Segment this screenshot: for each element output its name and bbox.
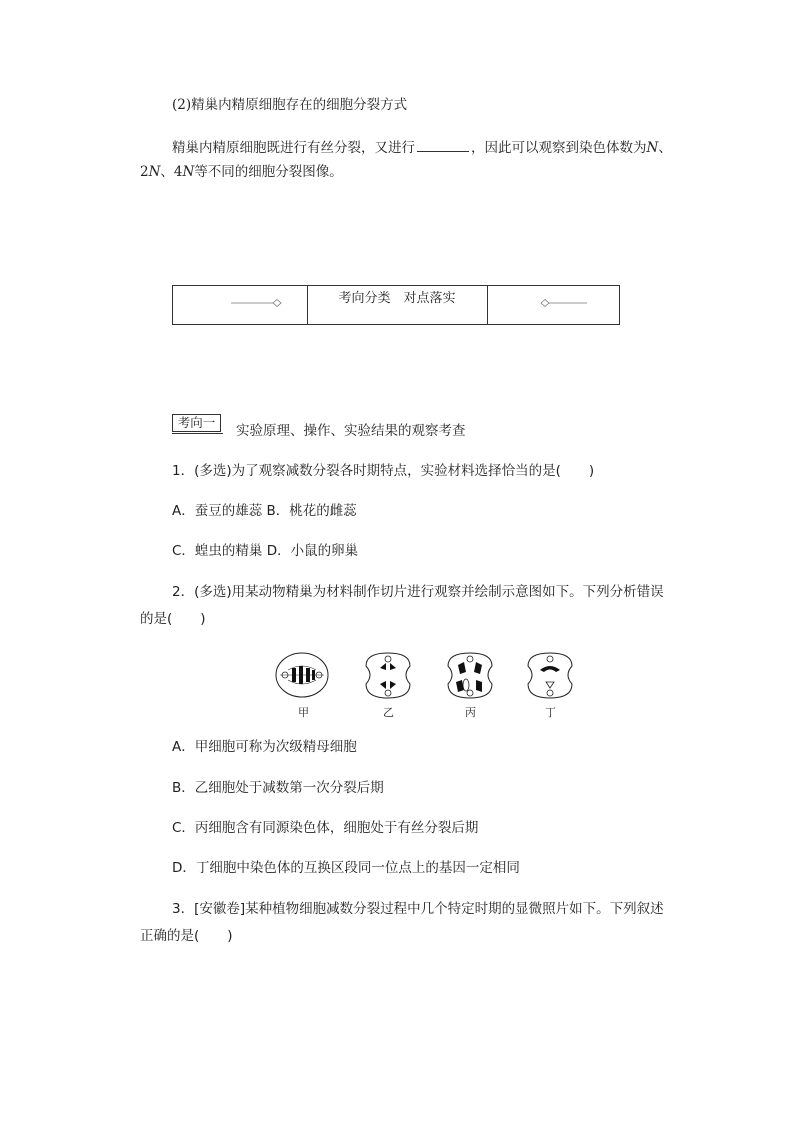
q2-stem-line1: 2．(多选)用某动物精巢为材料制作切片进行观察并绘制示意图如下。下列分析错误 (172, 584, 664, 600)
figure-label-ding: 丁 (545, 706, 556, 719)
section-banner (172, 285, 620, 325)
banner-center-cell (307, 286, 488, 324)
topic-title: 实验原理、操作、实验结果的观察考查 (236, 423, 466, 439)
q2-option-c: C．丙细胞含有同源染色体，细胞处于有丝分裂后期 (172, 820, 479, 836)
ornament-line-icon (487, 297, 620, 309)
var-n: N (182, 164, 195, 180)
var-n: N (646, 140, 659, 156)
cell-diagram-figure (270, 648, 590, 718)
q1-options-cd: C．蝗虫的精巢 D．小鼠的卵巢 (172, 543, 359, 559)
q2-option-d: D．丁细胞中染色体的互换区段同一位点上的基因一定相同 (172, 860, 520, 876)
separator: 、4 (160, 164, 183, 180)
banner-title: 考向分类 对点落实 (338, 291, 456, 306)
q3-close-paren: ) (227, 928, 233, 944)
paragraph-part1: 精巢内精原细胞既进行有丝分裂，又进行 (172, 140, 415, 156)
ornament-line-icon (173, 297, 307, 309)
var-n: N (148, 164, 161, 180)
cell-ding-diagram (528, 653, 572, 698)
q1-stem-text: 1．(多选)为了观察减数分裂各时期特点，实验材料选择恰当的是( (172, 463, 561, 479)
answer-blank (417, 137, 469, 152)
cell-division-diagram (270, 648, 590, 718)
cell-bing-diagram (448, 653, 492, 698)
q2-stem-text: 的是( (140, 611, 173, 627)
paragraph-part2: ，因此可以观察到染色体数为 (471, 140, 647, 156)
banner-left-cell (173, 286, 308, 324)
q1-stem (172, 462, 594, 480)
figure-label-jia: 甲 (298, 706, 309, 719)
cell-yi-diagram (366, 653, 410, 698)
coef-2: 2 (140, 164, 149, 180)
q2-close-paren: ) (200, 611, 206, 627)
figure-label-yi: 乙 (383, 706, 394, 719)
cell-jia-diagram (276, 653, 328, 697)
q1-options-ab: A．蚕豆的雄蕊 B．桃花的雌蕊 (172, 503, 357, 519)
q3-stem-line2 (140, 927, 233, 945)
q2-option-a: A．甲细胞可称为次级精母细胞 (172, 739, 357, 755)
paragraph-line-2 (140, 163, 343, 181)
banner-right-cell (487, 286, 619, 324)
q2-stem-line2 (140, 610, 206, 628)
separator: 、 (658, 140, 672, 156)
section-heading: (2)精巢内精原细胞存在的细胞分裂方式 (172, 97, 408, 113)
paragraph-line-1 (172, 137, 672, 157)
topic-tag: 考向一 (172, 414, 221, 432)
q2-option-b: B．乙细胞处于减数第一次分裂后期 (172, 780, 384, 796)
q3-stem-line1: 3．[安徽卷]某种植物细胞减数分裂过程中几个特定时期的显微照片如下。下列叙述 (172, 901, 664, 917)
paragraph-line2-rest: 等不同的细胞分裂图像。 (194, 164, 343, 180)
q3-stem-text: 正确的是( (140, 928, 200, 944)
q1-close-paren: ) (588, 463, 595, 479)
figure-label-bing: 丙 (465, 706, 476, 719)
